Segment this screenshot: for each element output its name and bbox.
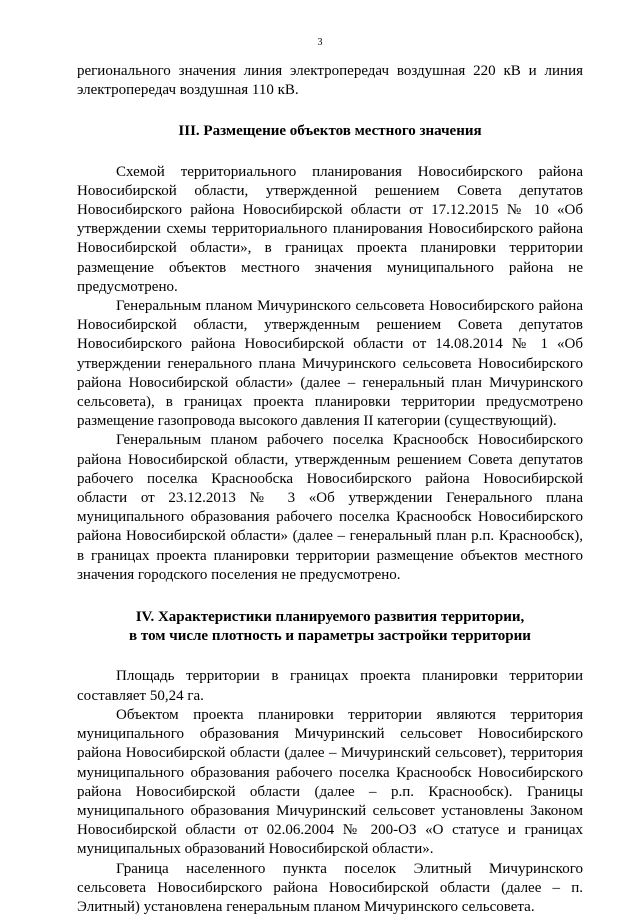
document-body: [77, 62, 583, 917]
section-3-paragraph: Генеральным планом рабочего поселка Краснообск Новосибирского района Новосибирской области, утвержденным решением Совета депутатов рабочего поселка Краснообска Новосибирского района Новосибирской области от 23.12.2013 № 3 «Об утверждении Генерального плана муниципального образования рабочего поселка Краснообск Новосибирского района Новосибирской области» (далее – генеральный план р.п. Краснообск), в границах проекта планировки территории размещение объектов местного значения городского поселения не предусмотрено.: [77, 432, 583, 583]
section-4-title: [77, 608, 583, 646]
section-4-paragraph: Граница населенного пункта поселок Элитный Мичуринского сельсовета Новосибирского района Новосибирской области (далее – п. Элитный) установлена генеральным планом Мичуринского сельсовета.: [77, 860, 583, 915]
section-4-title-line-2: в том числе плотность и параметры застройки территории: [129, 628, 531, 645]
section-4-title-line-1: IV. Характеристики планируемого развития территории,: [135, 609, 525, 626]
continuation-paragraph: регионального значения линия электропередач воздушная 220 кВ и линия электропередач воздушная 110 кВ.: [77, 63, 583, 99]
section-3-title: III. Размещение объектов местного значения: [178, 123, 482, 140]
section-3-paragraph: Генеральным планом Мичуринского сельсовета Новосибирского района Новосибирской области, утвержденным решением Совета депутатов Новосибирского района Новосибирской области от 14.08.2014 № 1 «Об утверждении генерального плана Мичуринского сельсовета Новосибирского района Новосибирской области» (далее – генеральный план Мичуринского сельсовета), в границах проекта планировки территории предусмотрено размещение газопровода высокого давления II категории (существующий).: [77, 298, 583, 430]
section-4-paragraph: Объектом проекта планировки территории являются территория муниципального образования Мичуринский сельсовет Новосибирского района Новосибирской области (далее – Мичуринский сельсовет), территория муниципального образования рабочего поселка Краснообск Новосибирского района Новосибирской области (далее – р.п. Краснообск). Границы муниципального образования Мичуринский сельсовет установлены Законом Новосибирской области от 02.06.2004 № 200-ОЗ «О статусе и границах муниципальных образований Новосибирской области».: [77, 706, 583, 858]
section-3-paragraph: Схемой территориального планирования Новосибирского района Новосибирской области, утвержденной решением Совета депутатов Новосибирского района Новосибирской области от 17.12.2015 № 10 «Об утверждении схемы территориального планирования Новосибирского района Новосибирской области», в границах проекта планировки территории размещение объектов местного значения муниципального района не предусмотрено.: [77, 163, 583, 295]
page-number: 3: [317, 37, 323, 48]
section-4-paragraph: Площадь территории в границах проекта планировки территории составляет 50,24 га.: [77, 668, 583, 704]
